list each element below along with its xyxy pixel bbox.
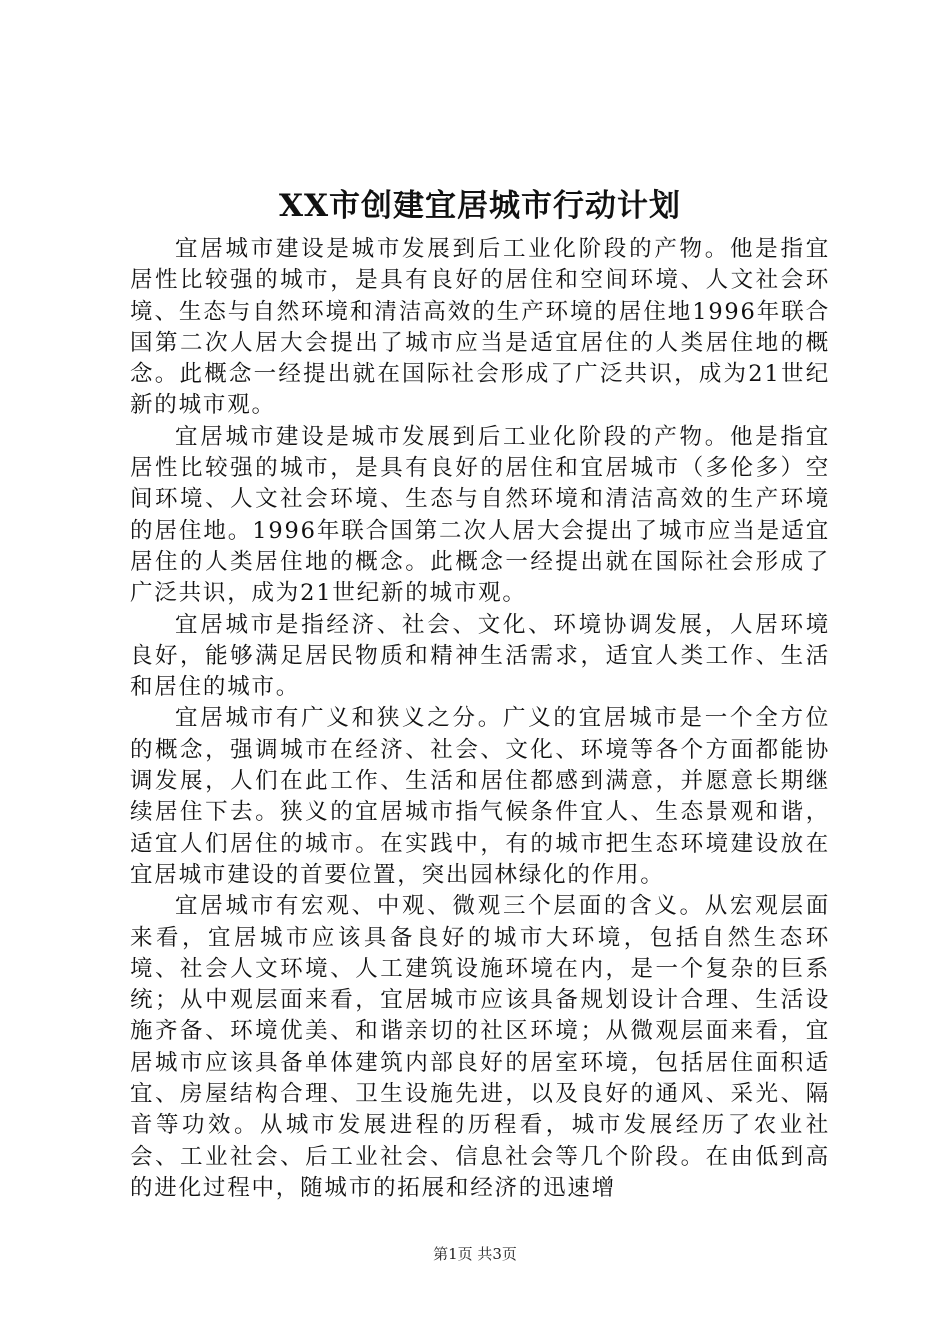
paragraph-3: 宜居城市是指经济、社会、文化、环境协调发展，人居环境良好，能够满足居民物质和精神生活需求，适宜人类工作、生活和居住的城市。 (130, 611, 830, 701)
paragraph-5: 宜居城市有宏观、中观、微观三个层面的含义。从宏观层面来看，宜居城市应该具备良好的城市大环境，包括自然生态环境、社会人文环境、人工建筑设施环境在内，是一个复杂的巨系统；从中观层面来看，宜居城市应该具备规划设计合理、生活设施齐备、环境优美、和谐亲切的社区环境；从微观层面来看，宜居城市应该具备单体建筑内部良好的居室环境，包括居住面积适宜、房屋结构合理、卫生设施先进，以及良好的通风、采光、隔音等功效。从城市发展进程的历程看，城市发展经历了农业社会、工业社会、后工业社会、信息社会等几个阶段。在由低到高的进化过程中，随城市的拓展和经济的迅速增 (130, 893, 830, 1201)
paragraph-1: 宜居城市建设是城市发展到后工业化阶段的产物。他是指宜居性比较强的城市，是具有良好的居住和空间环境、人文社会环境、生态与自然环境和清洁高效的生产环境的居住地1996年联合国第二次人居大会提出了城市应当是适宜居住的人类居住地的概念。此概念一经提出就在国际社会形成了广泛共识，成为21世纪新的城市观。 (130, 236, 830, 419)
page-number: 第1页 共3页 (433, 1245, 517, 1263)
document-body (130, 234, 830, 1204)
paragraph-2: 宜居城市建设是城市发展到后工业化阶段的产物。他是指宜居性比较强的城市，是具有良好的居住和宜居城市（多伦多）空间环境、人文社会环境、生态与自然环境和清洁高效的生产环境的居住地。1996年联合国第二次人居大会提出了城市应当是适宜居住的人类居住地的概念。此概念一经提出就在国际社会形成了广泛共识，成为21世纪新的城市观。 (130, 423, 830, 607)
document-title: XX市创建宜居城市行动计划 (278, 188, 682, 224)
paragraph-4: 宜居城市有广义和狭义之分。广义的宜居城市是一个全方位的概念，强调城市在经济、社会、文化、环境等各个方面都能协调发展，人们在此工作、生活和居住都感到满意，并愿意长期继续居住下去。狭义的宜居城市指气候条件宜人、生态景观和谐，适宜人们居住的城市。在实践中，有的城市把生态环境建设放在宜居城市建设的首要位置，突出园林绿化的作用。 (130, 705, 830, 888)
